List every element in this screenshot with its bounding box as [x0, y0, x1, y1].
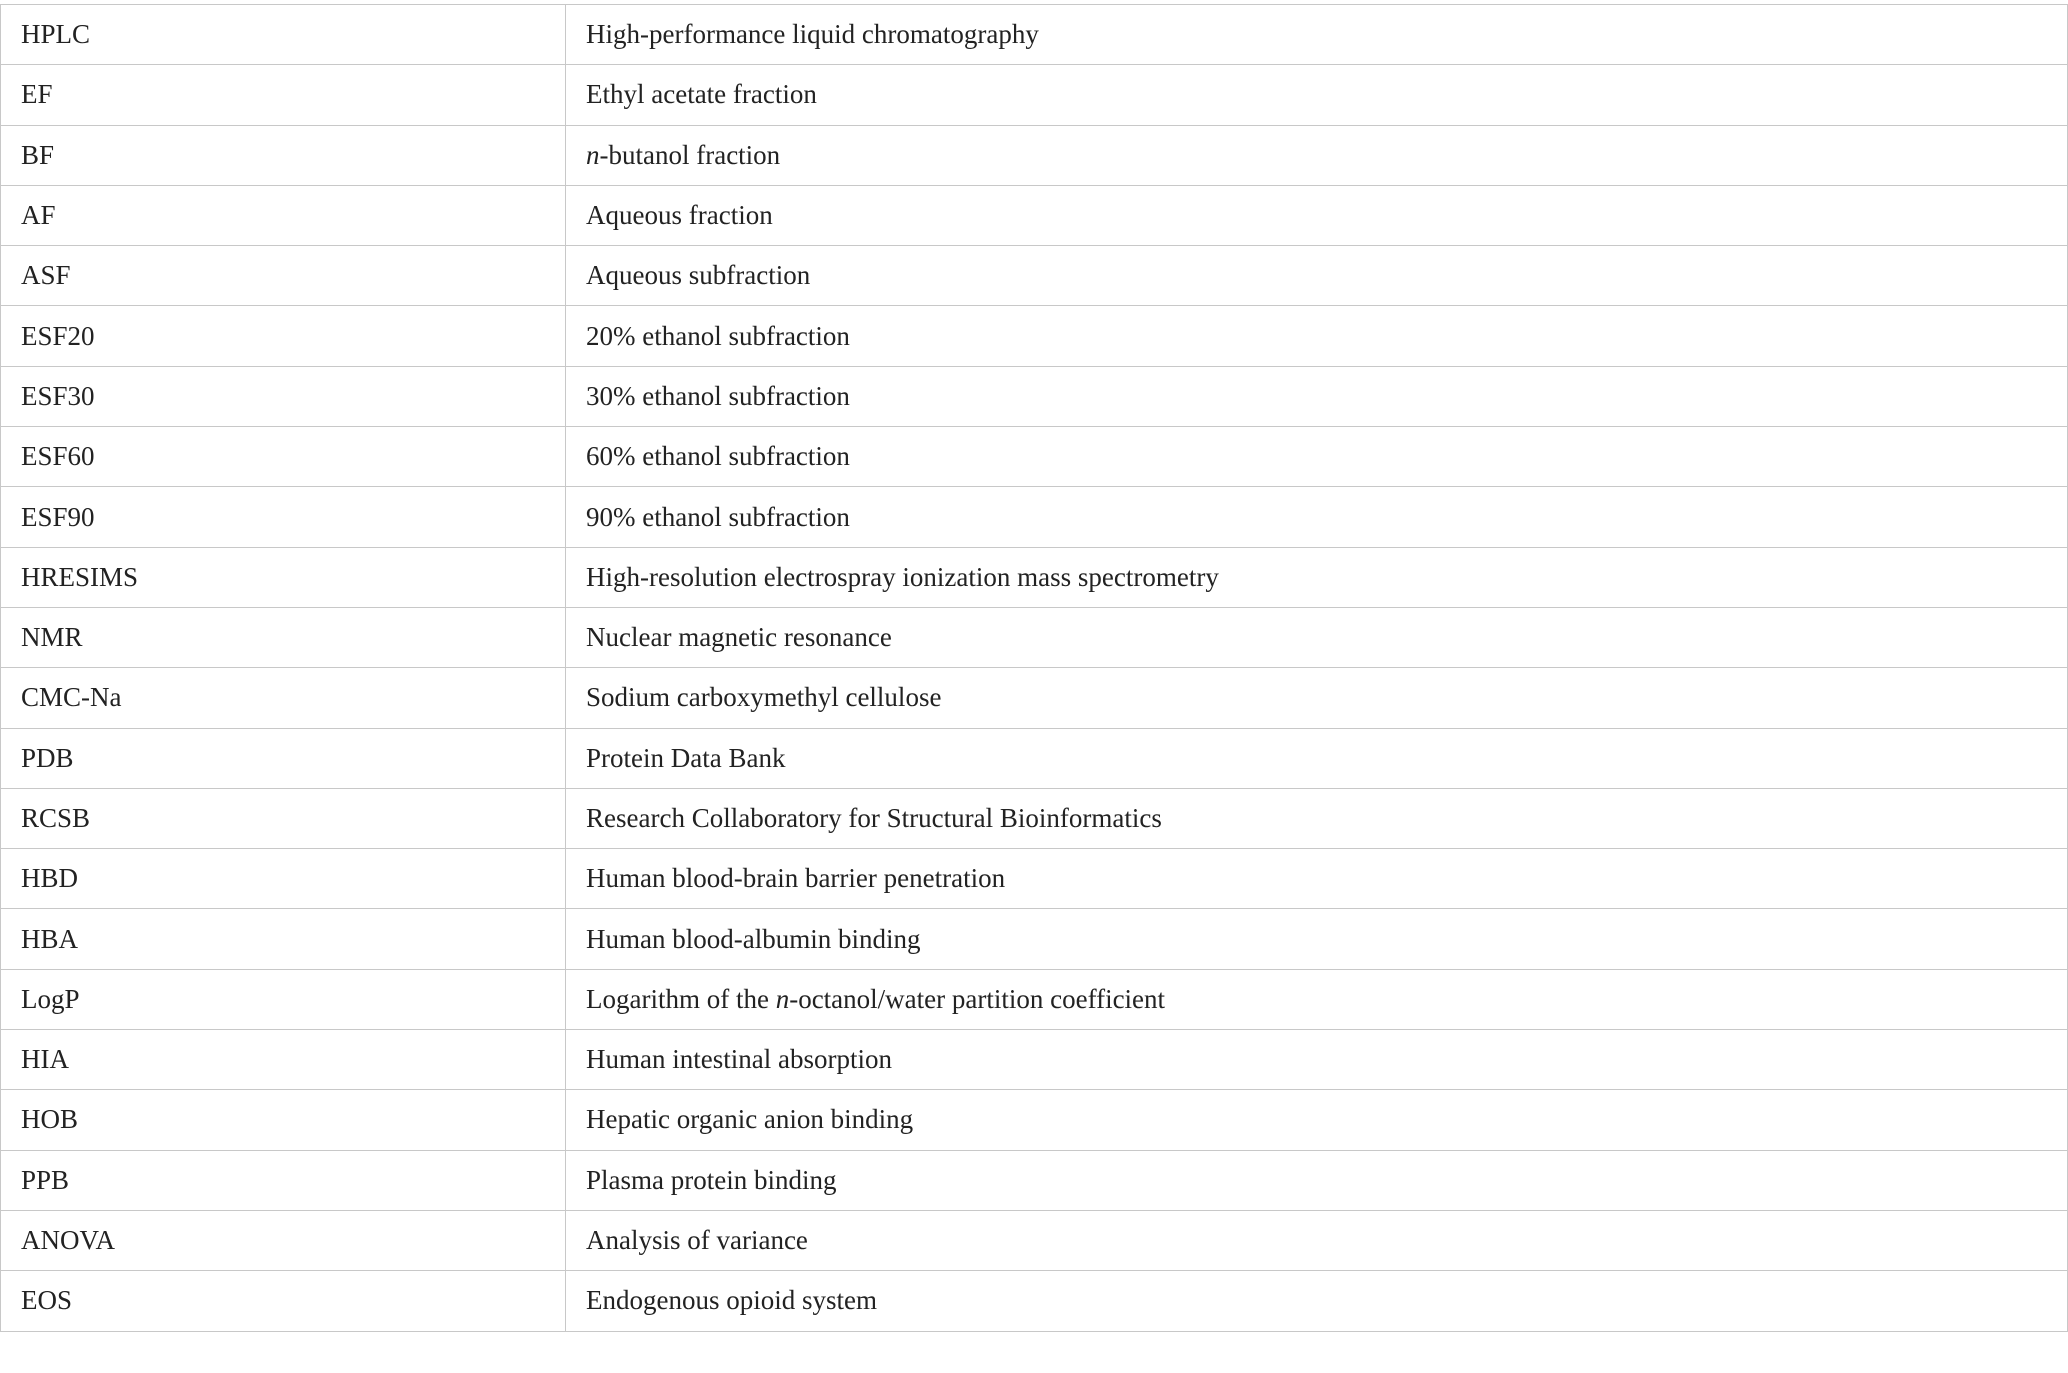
definition-cell	[566, 427, 2068, 487]
definition-text: Endogenous opioid system	[586, 1285, 877, 1316]
abbreviation-cell: ANOVA	[1, 1210, 566, 1270]
definition-cell	[566, 65, 2068, 125]
definition-cell	[566, 1150, 2068, 1210]
definition-text: Aqueous fraction	[586, 200, 773, 231]
definition-text: Human intestinal absorption	[586, 1044, 892, 1075]
definition-text: Analysis of variance	[586, 1225, 808, 1256]
definition-text: Human blood-albumin binding	[586, 923, 921, 954]
definition-cell	[566, 547, 2068, 607]
table-row	[1, 1030, 2068, 1090]
table-row	[1, 1150, 2068, 1210]
table-row	[1, 1210, 2068, 1270]
definition-cell	[566, 5, 2068, 65]
definition-text: -octanol/water partition coefficient	[789, 983, 1166, 1014]
table-row	[1, 366, 2068, 426]
definition-cell	[566, 366, 2068, 426]
definition-text: 60% ethanol subfraction	[586, 441, 850, 472]
definition-cell	[566, 306, 2068, 366]
table-row	[1, 547, 2068, 607]
table-row	[1, 125, 2068, 185]
table-row	[1, 607, 2068, 667]
definition-text: Human blood-brain barrier penetration	[586, 863, 1006, 894]
table-row	[1, 728, 2068, 788]
table-row	[1, 427, 2068, 487]
definition-cell	[566, 1271, 2068, 1331]
definition-text: Aqueous subfraction	[586, 260, 811, 291]
abbreviation-cell: EOS	[1, 1271, 566, 1331]
definition-text: 20% ethanol subfraction	[586, 320, 850, 351]
abbreviation-cell: ASF	[1, 246, 566, 306]
definition-cell	[566, 607, 2068, 667]
abbreviation-cell: HBD	[1, 849, 566, 909]
table-row	[1, 306, 2068, 366]
table-row	[1, 788, 2068, 848]
definition-cell	[566, 849, 2068, 909]
definition-text: Nuclear magnetic resonance	[586, 622, 892, 653]
abbreviation-cell: RCSB	[1, 788, 566, 848]
definition-text: Logarithm of the	[586, 983, 776, 1014]
abbreviations-table	[0, 4, 2068, 1332]
definition-cell	[566, 185, 2068, 245]
definition-cell	[566, 668, 2068, 728]
abbreviation-cell: BF	[1, 125, 566, 185]
abbreviation-cell: CMC-Na	[1, 668, 566, 728]
table-row	[1, 65, 2068, 125]
definition-text: Research Collaboratory for Structural Bioinformatics	[586, 803, 1162, 833]
definition-text: Plasma protein binding	[586, 1164, 837, 1195]
definition-cell	[566, 246, 2068, 306]
abbreviation-cell: HPLC	[1, 5, 566, 65]
table-row	[1, 969, 2068, 1029]
abbreviation-cell: AF	[1, 185, 566, 245]
abbreviations-table-body	[1, 5, 2068, 1332]
table-row	[1, 246, 2068, 306]
table-row	[1, 487, 2068, 547]
definition-cell	[566, 1030, 2068, 1090]
definition-cell	[566, 1090, 2068, 1150]
table-row	[1, 668, 2068, 728]
abbreviation-cell: HRESIMS	[1, 547, 566, 607]
abbreviation-cell: ESF90	[1, 487, 566, 547]
definition-text: 90% ethanol subfraction	[586, 501, 850, 532]
definition-text: -butanol fraction	[599, 139, 781, 170]
abbreviation-cell: ESF30	[1, 366, 566, 426]
definition-italic-text: n	[775, 983, 790, 1014]
abbreviation-cell: LogP	[1, 969, 566, 1029]
definition-cell	[566, 1210, 2068, 1270]
abbreviation-cell: HBA	[1, 909, 566, 969]
definition-italic-text: n	[586, 139, 600, 170]
table-row	[1, 1271, 2068, 1331]
table-row	[1, 1090, 2068, 1150]
definition-text: 30% ethanol subfraction	[586, 380, 850, 411]
definition-text: Sodium carboxymethyl cellulose	[586, 682, 942, 713]
table-row	[1, 849, 2068, 909]
definition-cell	[566, 728, 2068, 788]
definition-cell	[566, 909, 2068, 969]
definition-cell	[566, 788, 2068, 848]
definition-text: High-resolution electrospray ionization mass spectrometry	[586, 561, 1219, 592]
abbreviation-cell: HOB	[1, 1090, 566, 1150]
abbreviation-cell: NMR	[1, 607, 566, 667]
table-row	[1, 5, 2068, 65]
definition-cell	[566, 125, 2068, 185]
abbreviation-cell: ESF60	[1, 427, 566, 487]
abbreviation-cell: HIA	[1, 1030, 566, 1090]
abbreviation-cell: PDB	[1, 728, 566, 788]
table-row	[1, 909, 2068, 969]
abbreviation-cell: ESF20	[1, 306, 566, 366]
definition-cell	[566, 487, 2068, 547]
abbreviation-cell: PPB	[1, 1150, 566, 1210]
definition-text: Ethyl acetate fraction	[586, 79, 817, 110]
definition-text: High-performance liquid chromatography	[586, 19, 1039, 50]
table-row	[1, 185, 2068, 245]
definition-cell	[566, 969, 2068, 1029]
abbreviation-cell: EF	[1, 65, 566, 125]
definition-text: Hepatic organic anion binding	[586, 1104, 914, 1135]
definition-text: Protein Data Bank	[586, 742, 786, 773]
